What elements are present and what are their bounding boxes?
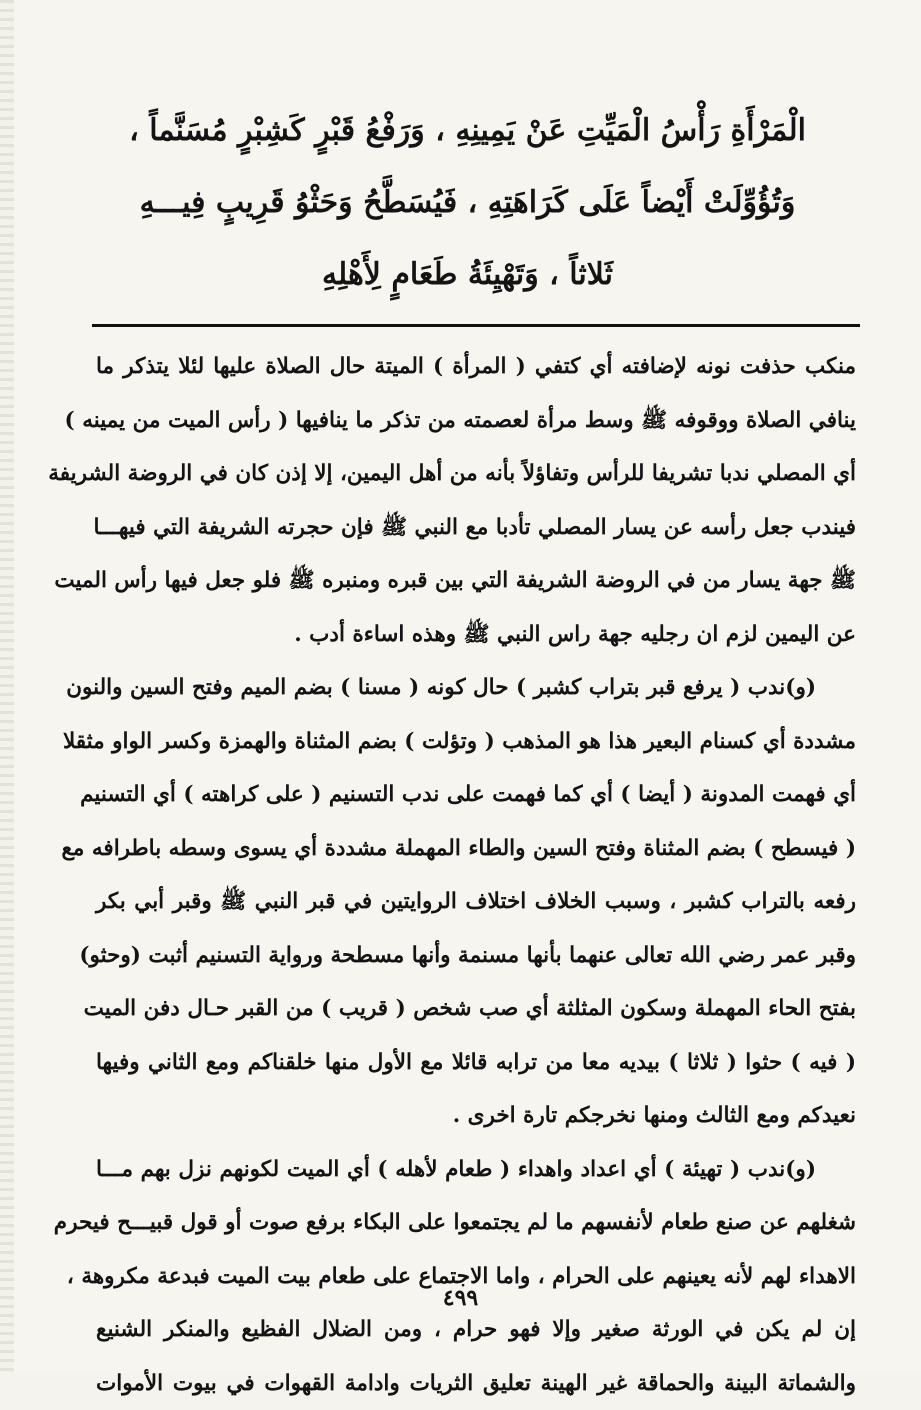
separator-rule xyxy=(92,324,860,327)
commentary-line: الاهداء لهم لأنه يعينهم على الحرام ، واما الاجتماع على طعام بيت الميت فبدعة مكروهة ، xyxy=(96,1250,856,1304)
commentary-line: ( فيه ) حثوا ( ثلاثا ) بيديه معا من ترابه قائلا مع الأول منها خلقناكم ومع الثاني وفيها xyxy=(96,1036,856,1090)
matn-line: ثَلاثاً ، وَتَهْيِئَةُ طَعَامٍ لِأَهْلِهِ xyxy=(100,239,835,311)
commentary-line: أي المصلي ندبا تشريفا للرأس وتفاؤلاً بأنه من أهل اليمين، إلا إذن كان في الروضة الشريفة xyxy=(96,447,856,501)
commentary-line: مشددة أي كسنام البعير هذا هو المذهب ( وتؤلت ) بضم المثناة والهمزة وكسر الواو مثقلا xyxy=(96,715,856,769)
commentary-line: بفتح الحاء المهملة وسكون المثلثة أي صب شخص ( قريب ) من القبر حـال دفن الميت xyxy=(96,982,856,1036)
commentary-line: ﷺ جهة يسار من في الروضة الشريفة التي بين قبره ومنبره ﷺ فلو جعل فيها رأس الميت xyxy=(96,554,856,608)
commentary-text xyxy=(96,340,856,1410)
commentary-line: وقبر عمر رضي الله تعالى عنهما بأنها مسنمة وأنها مسطحة ورواية التسنيم أثبت (وحثو) xyxy=(96,929,856,983)
commentary-line: منكب حذفت نونه لإضافته أي كتفي ( المرأة ) الميتة حال الصلاة عليها لئلا يتذكر ما xyxy=(96,340,856,394)
matn-line: الْمَرْأَةِ رَأْسُ الْمَيِّتِ عَنْ يَمِينِهِ ، وَرَفْعُ قَبْرٍ كَشِبْرٍ مُسَنَّماً ، xyxy=(100,95,835,167)
commentary-line: عن اليمين لزم ان رجليه جهة راس النبي ﷺ وهذه اساءة أدب . xyxy=(96,608,856,662)
commentary-line: فيندب جعل رأسه عن يسار المصلي تأدبا مع النبي ﷺ فإن حجرته الشريفة التي فيهـــا xyxy=(96,501,856,555)
commentary-line: (و)ندب ( تهيئة ) أي اعداد واهداء ( طعام لأهله ) أي الميت لكونهم نزل بهم مـــا xyxy=(96,1143,856,1197)
matn-text xyxy=(100,95,835,311)
commentary-line: ينافي الصلاة ووقوفه ﷺ وسط مرأة لعصمته من تذكر ما ينافيها ( رأس الميت من يمينه ) xyxy=(96,394,856,448)
commentary-line: إن لم يكن في الورثة صغير وإلا فهو حرام ، ومن الضلال الفظيع والمنكر الشنيع xyxy=(96,1303,856,1357)
commentary-line: رفعه بالتراب كشبر ، وسبب الخلاف اختلاف الروايتين في قبر النبي ﷺ وقبر أبي بكر xyxy=(96,875,856,929)
commentary-line: نعيدكم ومع الثالث ومنها نخرجكم تارة اخرى . xyxy=(96,1089,856,1143)
commentary-line: أي فهمت المدونة ( أيضا ) أي كما فهمت على ندب التسنيم ( على كراهته ) أي التسنيم xyxy=(96,768,856,822)
commentary-line: شغلهم عن صنع طعام لأنفسهم ما لم يجتمعوا على البكاء برفع صوت أو قول قبيـــح فيحرم xyxy=(96,1196,856,1250)
commentary-line: ( فيسطح ) بضم المثناة وفتح السين والطاء المهملة مشددة أي يسوى وسطه باطرافه مع xyxy=(96,822,856,876)
commentary-line: (و)ندب ( يرفع قبر بتراب كشبر ) حال كونه ( مسنا ) بضم الميم وفتح السين والنون xyxy=(96,661,856,715)
page-binding-edge xyxy=(0,0,14,1373)
matn-line: وَتُؤُوِّلَتْ أَيْضاً عَلَى كَرَاهَتِهِ ، فَيُسَطَّحُ وَحَثْوُ قَرِيبٍ فِيـــهِ xyxy=(100,167,835,239)
commentary-line: والشماتة البينة والحماقة غير الهينة تعليق الثريات وادامة القهوات في بيوت الأموات xyxy=(96,1357,856,1410)
page-number: ٤٩٩ xyxy=(0,1285,921,1311)
